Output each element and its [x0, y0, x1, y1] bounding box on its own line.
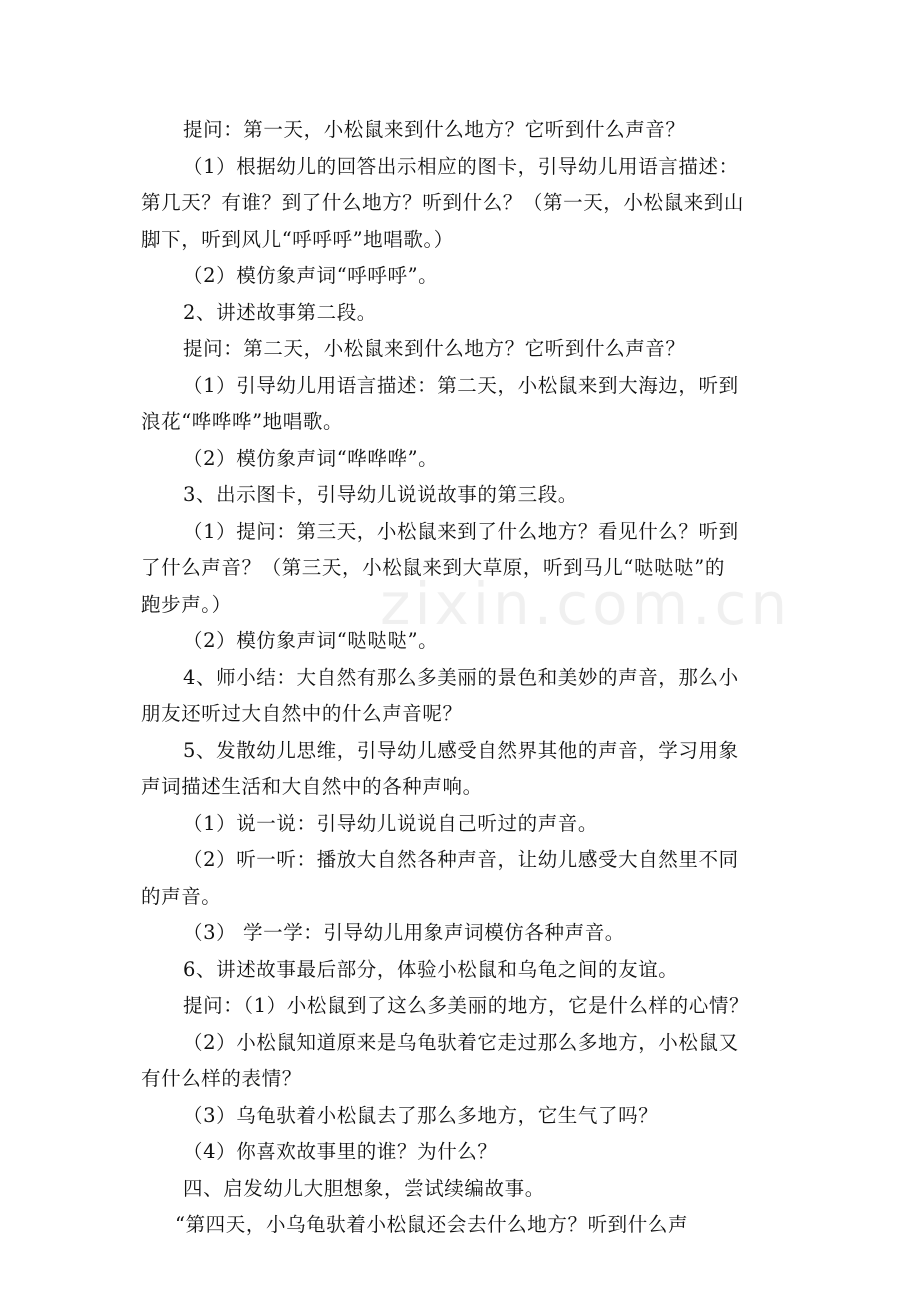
text-line: “第四天，小乌龟驮着小松鼠还会去什么地方？听到什么声: [175, 1213, 689, 1236]
text-line: （2）听一听：播放大自然各种声音，让幼儿感受大自然里不同: [183, 848, 739, 871]
text-line: （3）乌龟驮着小松鼠去了那么多地方，它生气了吗？: [183, 1103, 659, 1127]
text-line: 脚下，听到风儿“呼呼呼”地唱歌。）: [141, 227, 454, 251]
text-line: （1）说一说：引导幼儿说说自己听过的声音。: [183, 811, 599, 835]
text-line: （2）小松鼠知道原来是乌龟驮着它走过那么多地方，小松鼠又: [183, 1030, 739, 1054]
text-line: （1）引导幼儿用语言描述：第二天，小松鼠来到大海边，听到: [183, 373, 739, 397]
text-line: 第几天？有谁？到了什么地方？听到什么？（第一天，小松鼠来到山: [141, 191, 745, 214]
text-line: 6、讲述故事最后部分，体验小松鼠和乌龟之间的友谊。: [183, 957, 679, 981]
text-line: 的声音。: [141, 884, 222, 908]
text-line: 提问：第一天，小松鼠来到什么地方？它听到什么声音？: [183, 118, 686, 141]
watermark: zixin.com.cn: [380, 570, 792, 638]
text-line: （1）根据幼儿的回答出示相应的图卡，引导幼儿用语言描述：: [183, 154, 739, 178]
text-line: （2）模仿象声词“哗哗哗”。: [183, 446, 439, 470]
text-line: 提问：（1）小松鼠到了这么多美丽的地方，它是什么样的心情？: [183, 994, 750, 1017]
text-line: 4、师小结：大自然有那么多美丽的景色和美妙的声音，那么小: [183, 665, 739, 689]
text-line: 四、启发幼儿大胆想象，尝试续编故事。: [183, 1176, 545, 1200]
text-line: 了什么声音？（第三天，小松鼠来到大草原，听到马儿“哒哒哒”的: [141, 556, 725, 579]
text-line: 5、发散幼儿思维，引导幼儿感受自然界其他的声音，学习用象: [183, 738, 739, 762]
text-line: 3、出示图卡，引导幼儿说说故事的第三段。: [183, 483, 578, 506]
text-line: （2）模仿象声词“呼呼呼”。: [183, 264, 439, 287]
text-line: 声词描述生活和大自然中的各种声响。: [141, 775, 483, 798]
document-body: [141, 112, 786, 1244]
text-line: 跑步声。）: [141, 592, 232, 616]
text-line: 有什么样的表情？: [141, 1067, 302, 1090]
text-line: 朋友还听过大自然中的什么声音呢？: [141, 702, 463, 725]
text-line: （3） 学一学：引导幼儿用象声词模仿各种声音。: [183, 921, 625, 944]
text-line: （2）模仿象声词“哒哒哒”。: [183, 629, 439, 652]
text-line: 2、讲述故事第二段。: [183, 300, 377, 324]
text-line: （1）提问：第三天，小松鼠来到了什么地方？看见什么？听到: [183, 519, 739, 543]
text-line: 提问：第二天，小松鼠来到什么地方？它听到什么声音？: [183, 337, 686, 360]
text-line: 浪花“哗哗哗”地唱歌。: [141, 410, 344, 433]
text-line: （4）你喜欢故事里的谁？为什么？: [183, 1140, 498, 1163]
